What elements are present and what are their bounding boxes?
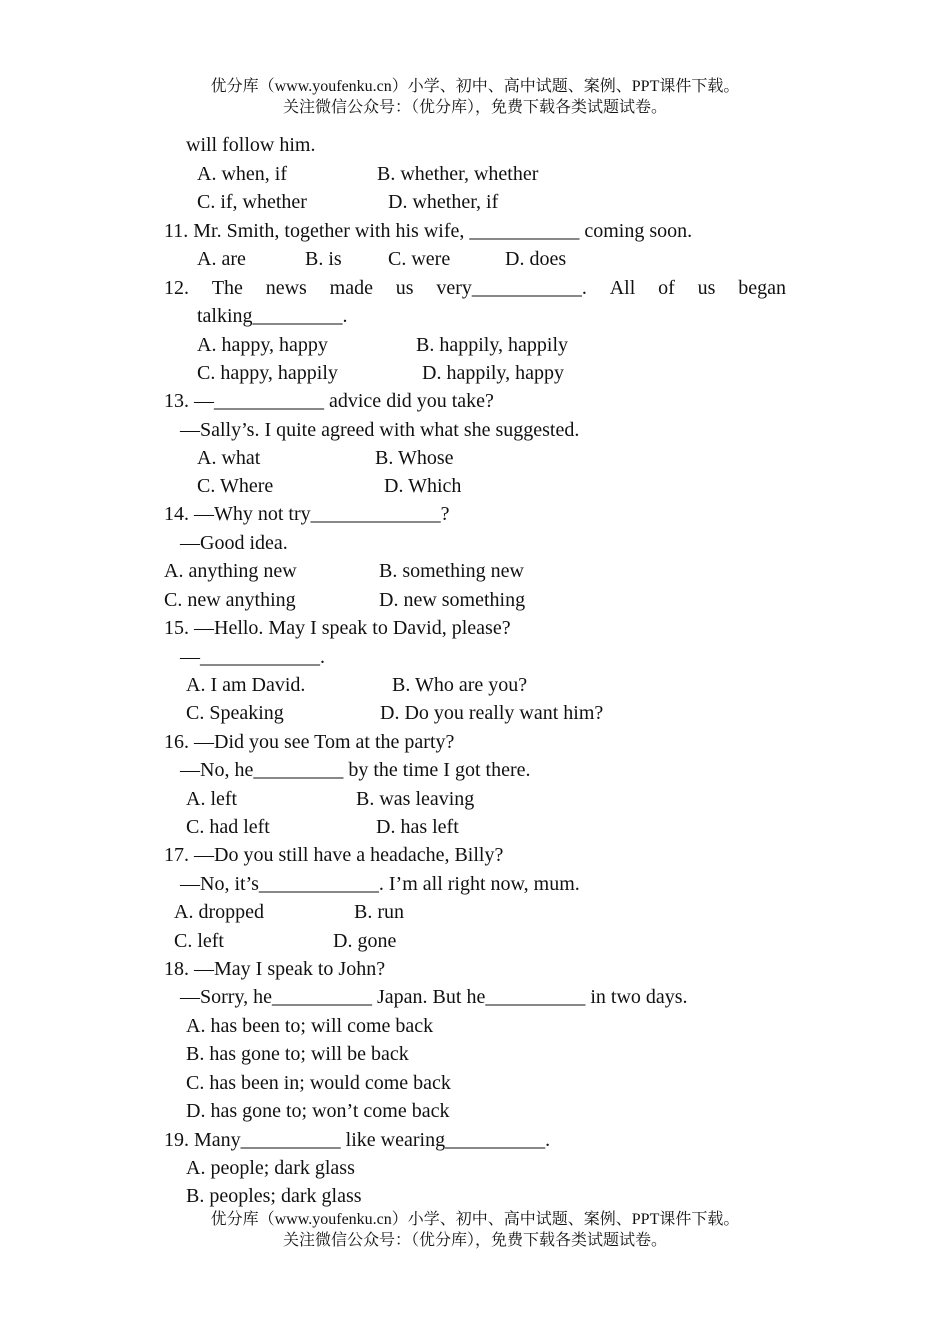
q12-word: began <box>738 277 786 299</box>
q16-option-d: D. has left <box>376 816 459 838</box>
q15-option-c: C. Speaking <box>186 702 284 724</box>
q13-option-c: C. Where <box>197 475 274 497</box>
q18-option-a: A. has been to; will come back <box>186 1015 434 1037</box>
q12-option-b: B. happily, happily <box>416 334 569 356</box>
q11-option-b: B. is <box>305 248 342 270</box>
q17-option-b: B. run <box>354 901 404 923</box>
page-header <box>0 76 950 118</box>
q12-stem <box>164 274 786 302</box>
q12-option-d: D. happily, happy <box>422 362 565 384</box>
q14-option-a: A. anything new <box>164 560 297 582</box>
q16-option-b: B. was leaving <box>356 788 475 810</box>
q18-option-d: D. has gone to; won’t come back <box>186 1100 450 1122</box>
q10-continuation: will follow him. <box>186 134 316 156</box>
q14-reply: —Good idea. <box>180 532 288 554</box>
q16-option-c: C. had left <box>186 816 270 838</box>
q10-option-a: A. when, if <box>197 163 287 185</box>
q14-stem: 14. —Why not try_____________? <box>164 503 450 525</box>
q15-option-a: A. I am David. <box>186 674 306 696</box>
q12-word: The <box>211 277 243 299</box>
q12-word: made <box>329 277 373 299</box>
q10-option-b: B. whether, whether <box>377 163 539 185</box>
header-line-2: 关注微信公众号：（优分库），免费下载各类试题试卷。 <box>282 99 667 116</box>
q18-reply: —Sorry, he__________ Japan. But he__________ in two days. <box>180 986 688 1008</box>
footer-line-1: 优分库（www.youfenku.cn）小学、初中、高中试题、案例、PPT课件下载。 <box>210 1211 740 1228</box>
q10-option-d: D. whether, if <box>388 191 499 213</box>
q18-option-b: B. has gone to; will be back <box>186 1043 409 1065</box>
q18-stem: 18. —May I speak to John? <box>164 958 386 980</box>
q13-option-b: B. Whose <box>375 447 454 469</box>
q17-option-a: A. dropped <box>174 901 264 923</box>
q14-option-d: D. new something <box>379 589 526 611</box>
q15-stem: 15. —Hello. May I speak to David, please? <box>164 617 511 639</box>
q16-stem: 16. —Did you see Tom at the party? <box>164 731 455 753</box>
q10-option-c: C. if, whether <box>197 191 307 213</box>
q16-option-a: A. left <box>186 788 238 810</box>
q13-option-a: A. what <box>197 447 261 469</box>
q14-option-c: C. new anything <box>164 589 296 611</box>
q11-stem: 11. Mr. Smith, together with his wife, ___________ coming soon. <box>164 220 693 242</box>
q12-word: us <box>697 277 716 299</box>
q15-option-d: D. Do you really want him? <box>380 702 604 724</box>
q18-option-c: C. has been in; would come back <box>186 1072 451 1094</box>
q11-option-a: A. are <box>197 248 246 270</box>
q12-word: All <box>609 277 636 299</box>
q19-option-b: B. peoples; dark glass <box>186 1185 362 1207</box>
q12-word: of <box>658 277 675 299</box>
q16-reply: —No, he_________ by the time I got there. <box>180 759 531 781</box>
q12-option-a: A. happy, happy <box>197 334 328 356</box>
q15-option-b: B. Who are you? <box>392 674 528 696</box>
header-line-1: 优分库（www.youfenku.cn）小学、初中、高中试题、案例、PPT课件下载。 <box>210 78 740 95</box>
q17-stem: 17. —Do you still have a headache, Billy? <box>164 844 504 866</box>
q19-option-a: A. people; dark glass <box>186 1157 355 1179</box>
q12-word: us <box>395 277 414 299</box>
q12-word: news <box>265 277 307 299</box>
q12-continuation: talking_________. <box>197 305 348 327</box>
q17-option-c: C. left <box>174 930 224 952</box>
page-footer <box>0 1209 950 1251</box>
q12-word: 12. <box>164 277 189 299</box>
q14-option-b: B. something new <box>379 560 524 582</box>
footer-line-2: 关注微信公众号：（优分库），免费下载各类试题试卷。 <box>282 1232 667 1249</box>
q17-option-d: D. gone <box>333 930 397 952</box>
q11-option-c: C. were <box>388 248 451 270</box>
q13-stem: 13. —___________ advice did you take? <box>164 390 494 412</box>
q11-option-d: D. does <box>505 248 567 270</box>
q13-reply: —Sally’s. I quite agreed with what she suggested. <box>180 419 580 441</box>
q13-option-d: D. Which <box>384 475 462 497</box>
q19-stem: 19. Many__________ like wearing__________. <box>164 1129 551 1151</box>
q12-option-c: C. happy, happily <box>197 362 338 384</box>
q12-word: very___________. <box>436 277 587 299</box>
q17-reply: —No, it’s____________. I’m all right now, mum. <box>180 873 580 895</box>
q15-reply: —____________. <box>180 646 325 668</box>
